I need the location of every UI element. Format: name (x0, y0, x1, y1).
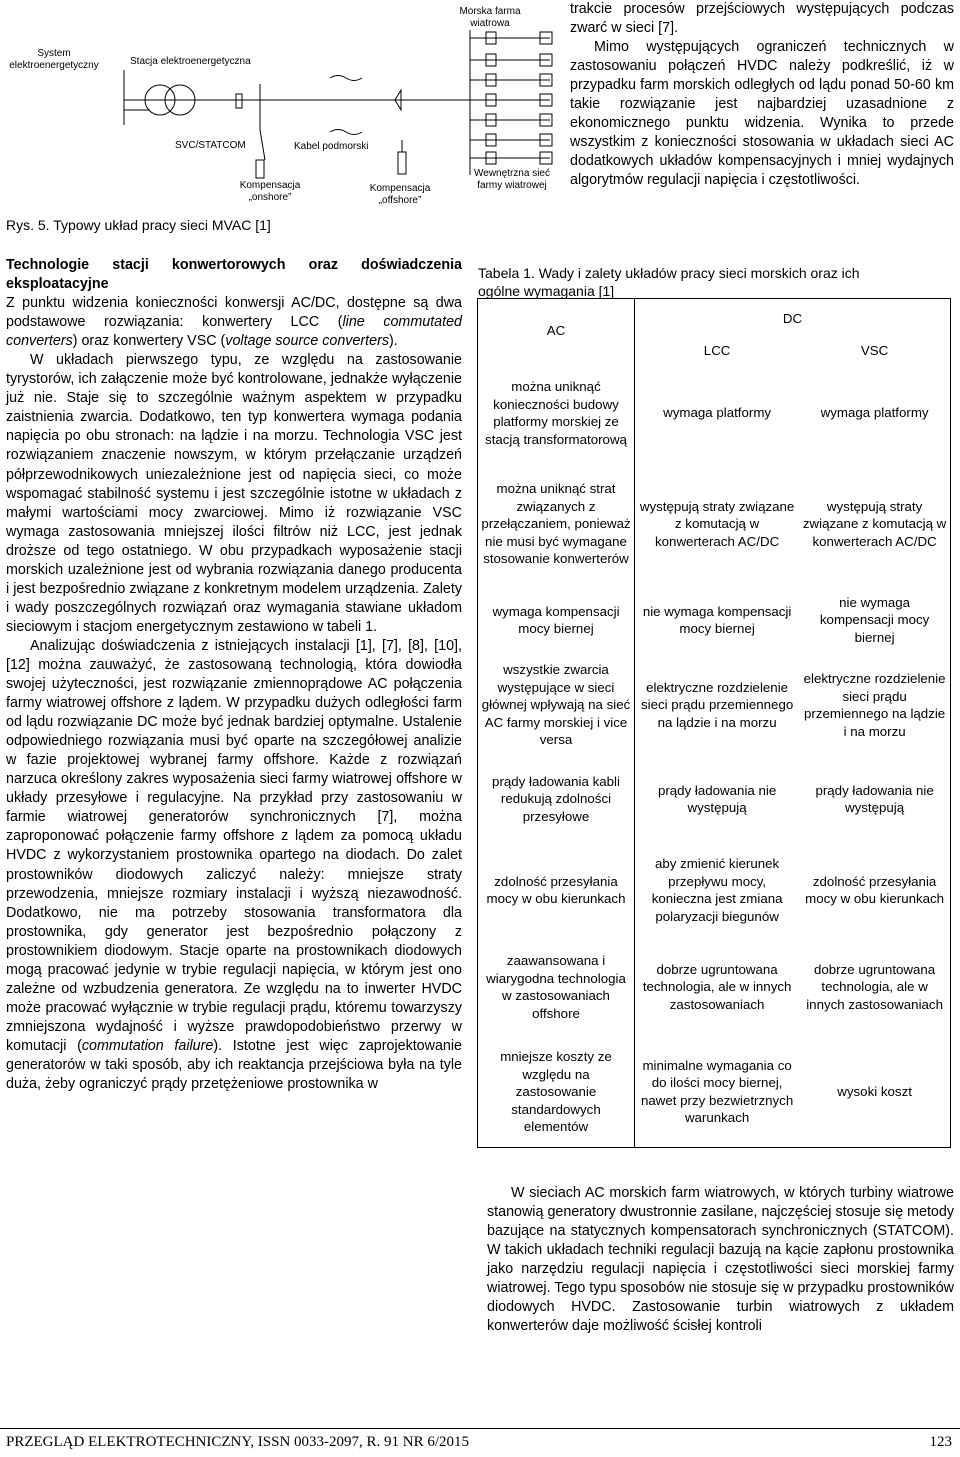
table-cell: dobrze ugruntowana technologia, ale w innych zastosowaniach (799, 937, 950, 1037)
label-farma: Morska farma wiatrowa (459, 6, 521, 29)
table-cell: aby zmienić kierunek przepływu mocy, konieczna jest zmiana polaryzacji biegunów (651, 856, 783, 924)
left-column (6, 256, 462, 1094)
paragraph: W układach pierwszego typu, ze względu na zastosowanie tyrystorów, ich załączenie może być kontrolowane, jednakże wyłączenie już nie. Staje się to szczególnie ważnym aspektem w przypadku zaistnienia zwarcia. Dodatkowo, ten typ konwertera wymaga podania napięcia po obu stronach: na lądzie i na morzu. Technologia VSC jest rozwiązaniem znaczenie nowszym, w którym przełączanie urządzeń półprzewodnikowych uniezależnione jest od napięcia sieci, co może wspomagać stabilność systemu i jest szczególnie istotne w układach z małymi wartościami mocy zwarciowej. Mimo iż rozwiązanie VSC wymaga zastosowania mniejszej ilości filtrów niż LCC, jest jednak droższe od tego ostatniego. W obu przypadkach wyposażenie stacji morskich uzależnione jest od wybrania rozwiązania danego producenta i jest bezpośrednio związane z konkretnym modelem urządzenia. Zalety i wady poszczególnych rozwiązań oraz wymagania stawiane układom sieciowym i stacjom energetycznym zestawiono w tabeli 1. (6, 352, 462, 635)
right-column-top (570, 0, 954, 190)
paragraph: Analizując doświadczenia z istniejących instalacji [1], [7], [8], [10], [12] można zauważyć, że zastosowaną technologią, która dowiodła swojej użyteczności, jest rozwiązanie zmiennoprądowe AC połączenia farmy wiatrowej offshore z lądem. W przypadku dużych odległości farm od lądu rozwiązanie DC może być jednak bardziej optymalne. Ustalenie odpowiedniego rozwiązania musi być oparte na szczegółowej analizie w fazie projektowej wybranej farmy offshore. Każde z rozwiązań narzuca określony zakres wyposażenia sieci farmy wiatrowej offshore w układy przesyłowe i regulacyjne. Na przykład przy zastosowaniu w farmie wiatrowej generatorów synchronicznych [7], można zaproponować połączenie farmy offshore z lądem za pomocą układu HVDC z wykorzystaniem prostownika opartego na diodach. Do zalet prostowników diodowych zaliczyć należy: mniejsze straty przewodzenia, mniejsze rozmiary instalacji i wyższą niezawodność. Dodatkowo, nie ma potrzeby stosowania transformatora dla prostownika, gdy generator jest bezpośrednio połączony z prostownikiem diodowym. Stacje oparte na prostownikach diodowych mogą pracować jedynie w trybie regulacji napięcia, w którym jest ono zależne od wzbudzenia generatora. Ze względu na to inwerter HVDC może pracować wyłącznie w trybie regulacji prądu, któremu towarzyszy zmniejszona wydajność i wyższe prawdopodobieństwo przerwy w komutacji (commutation failure). Istotne jest więc zaprojektowanie generatorów w taki sposób, aby ich reaktancja przejściowa była na tyle duża, żeby ograniczyć prądy przetężeniowe prostownika w (6, 637, 462, 1093)
section-heading: Technologie stacji konwertorowych oraz doświadczenia eksploatacyjne (6, 257, 462, 293)
right-column-bottom (487, 1184, 954, 1336)
paragraph: Z punktu widzenia konieczności konwersji AC/DC, dostępne są dwa podstawowe rozwiązania: konwertery LCC (line commutated converters) oraz konwertery VSC (voltage source converters). (6, 295, 462, 350)
table-cell: wszystkie zwarcia występujące w sieci głównej wpływają na sieć AC farmy morskiej i vice versa (478, 655, 635, 755)
label-komp-offshore: Kompensacja „offshore” (369, 183, 431, 206)
paragraph: W sieciach AC morskich farm wiatrowych, w których turbiny wiatrowe stanowią generatory dwustronnie zasilane, najczęściej stosuje się metody bazujące na statycznych kompensatorach synchronicznych (STATCOM). W takich układach techniki regulacji bazują na kącie zapłonu prostownika jako narzędziu regulacji napięcia i częstotliwości sieci morskiej farmy wiatrowej. Tego typu sposobów nie stosuje się w przypadku prostowników diodowych HVDC. Zastosowanie turbin wiatrowych z układem konwerterów daje możliwość ścisłej kontroli (487, 1185, 955, 1335)
table-caption: Tabela 1. Wady i zalety układów pracy sieci morskich oraz ich ogólne wymagania [1] (478, 265, 860, 299)
header-dc: DC (635, 299, 951, 340)
table-cell: minimalne wymagania co do ilości mocy biernej, nawet przy bezwietrznych warunkach (635, 1037, 800, 1147)
table-row (478, 843, 951, 937)
header-vsc: VSC (799, 339, 950, 363)
label-komp-onshore: Kompensacja „onshore” (239, 180, 301, 203)
header-ac: AC (478, 299, 635, 364)
table-cell: wymaga kompensacji mocy biernej (478, 585, 635, 655)
header-lcc: LCC (703, 343, 731, 359)
table-cell: wymaga platformy (663, 405, 772, 421)
footer-rule (0, 1428, 960, 1429)
table-row (478, 363, 951, 463)
table-cell: zdolność przesyłania mocy w obu kierunkach (478, 843, 635, 937)
table-cell: występują straty związane z komutacją w konwerterach AC/DC (799, 463, 950, 585)
table-cell: wymaga platformy (799, 363, 950, 463)
table-cell: nie wymaga kompensacji mocy biernej (799, 585, 950, 655)
table-cell: można uniknąć konieczności budowy platformy morskiej ze stacją transformatorową (478, 363, 635, 463)
table-cell: prądy ładowania nie występują (799, 755, 950, 843)
table-row (478, 755, 951, 843)
page-number: 123 (929, 1434, 952, 1450)
table-cell: elektryczne rozdzielenie sieci prądu przemiennego na lądzie i na morzu (640, 679, 794, 730)
table-row (478, 585, 951, 655)
label-kabel: Kabel podmorski (294, 141, 369, 152)
paragraph: trakcie procesów przejściowych występujących podczas zwarć w sieci [7]. (570, 1, 954, 37)
table-cell: występują straty związane z komutacją w konwerterach AC/DC (639, 498, 795, 549)
paragraph: Mimo występujących ograniczeń technicznych w zastosowaniu połączeń HVDC należy podkreślić, iż w przypadku farm morskich odległych od lądu ponad 50-60 km takie rozwiązanie jest najbardziej uzasadnione z ekonomicznego punktu widzenia. Wynika to przede wszystkim z konieczności stosowania w układach sieci AC dodatkowych układów kompensacyjnych i mniej wydajnych algorytmów regulacji napięcia i częstotliwości. (570, 39, 954, 189)
journal-footer: PRZEGLĄD ELEKTROTECHNICZNY, ISSN 0033-2097, R. 91 NR 6/2015 (6, 1434, 470, 1450)
table-cell: zaawansowana i wiarygodna technologia w zastosowaniach offshore (478, 937, 635, 1037)
table-cell: mniejsze koszty ze względu na zastosowanie standardowych elementów (478, 1037, 635, 1147)
table-row (478, 1037, 951, 1147)
label-siec-wewnetrzna: Wewnętrzna sieć farmy wiatrowej (474, 168, 550, 191)
table-row (478, 937, 951, 1037)
table-cell: prądy ładowania nie występują (657, 782, 777, 815)
table-cell: elektryczne rozdzielenie sieci prądu przemiennego na lądzie i na morzu (799, 655, 950, 755)
label-svc: SVC/STATCOM (175, 140, 246, 151)
table-row (478, 655, 951, 755)
table-row (478, 463, 951, 585)
label-stacja: Stacja elektroenergetyczna (130, 56, 251, 67)
comparison-table (477, 298, 951, 1148)
table-cell: prądy ładowania kabli redukują zdolności przesyłowe (478, 755, 635, 843)
table-cell: nie wymaga kompensacji mocy biernej (642, 603, 792, 636)
table-cell: można uniknąć strat związanych z przełączaniem, ponieważ nie musi być wymagane stosowanie konwerterów (478, 463, 635, 585)
table-cell: wysoki koszt (799, 1037, 950, 1147)
table-cell: dobrze ugruntowana technologia, ale w innych zastosowaniach (642, 961, 792, 1012)
figure-caption: Rys. 5. Typowy układ pracy sieci MVAC [1] (6, 217, 271, 233)
label-system: System elektroenergetyczny (9, 48, 99, 71)
table-cell: zdolność przesyłania mocy w obu kierunkach (799, 843, 950, 937)
